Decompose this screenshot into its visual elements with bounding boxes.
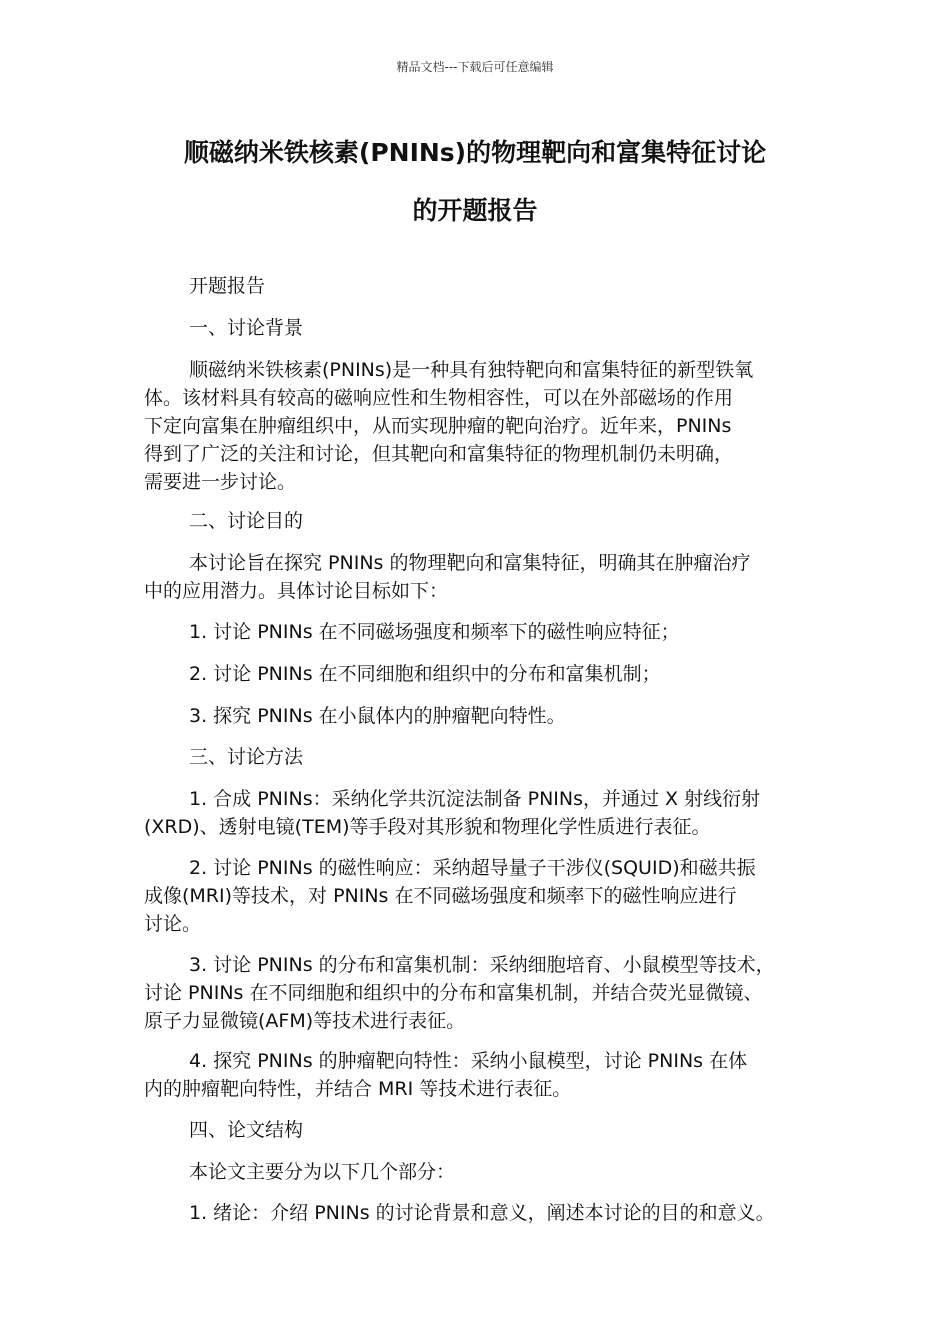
document-title-line-2: 的开题报告: [412, 196, 538, 225]
paragraph-line: 得到了广泛的关注和讨论，但其靶向和富集特征的物理机制仍未明确，: [144, 443, 734, 465]
paragraph-purpose: [144, 549, 824, 605]
paragraph-line: 中的应用潜力。具体讨论目标如下：: [144, 580, 449, 602]
paragraph-background: [144, 356, 824, 496]
document-title-line-1: 顺磁纳米铁核素(PNINs)的物理靶向和富集特征讨论: [183, 138, 767, 167]
method-item-4: [144, 1047, 824, 1103]
paragraph-structure-intro: 本论文主要分为以下几个部分：: [189, 1161, 456, 1183]
paragraph-line: 体。该材料具有较高的磁响应性和生物相容性，可以在外部磁场的作用: [144, 387, 734, 409]
paragraph-line: 3. 讨论 PNINs 的分布和富集机制：采纳细胞培育、小鼠模型等技术，: [189, 954, 775, 976]
goal-item-1: 1. 讨论 PNINs 在不同磁场强度和频率下的磁性响应特征；: [189, 621, 680, 643]
method-item-2: [144, 854, 824, 938]
paragraph-report-label: 开题报告: [189, 275, 266, 297]
section-heading-purpose: 二、讨论目的: [189, 510, 304, 532]
paragraph-line: 成像(MRI)等技术，对 PNINs 在不同磁场强度和频率下的磁性响应进行: [144, 885, 737, 907]
paragraph-line: 讨论。: [144, 913, 202, 935]
goal-item-3: 3. 探究 PNINs 在小鼠体内的肿瘤靶向特性。: [189, 705, 566, 727]
paragraph-line: 顺磁纳米铁核素(PNINs)是一种具有独特靶向和富集特征的新型铁氧: [189, 359, 754, 381]
paragraph-line: 内的肿瘤靶向特性，并结合 MRI 等技术进行表征。: [144, 1078, 572, 1100]
section-heading-background: 一、讨论背景: [189, 317, 304, 339]
paragraph-line: 本讨论旨在探究 PNINs 的物理靶向和富集特征，明确其在肿瘤治疗: [189, 552, 751, 574]
paragraph-line: 4. 探究 PNINs 的肿瘤靶向特性：采纳小鼠模型，讨论 PNINs 在体: [189, 1050, 748, 1072]
section-heading-structure: 四、论文结构: [189, 1119, 304, 1141]
section-heading-method: 三、讨论方法: [189, 746, 304, 768]
page-header: 精品文档---下载后可任意编辑: [396, 60, 554, 74]
goal-item-2: 2. 讨论 PNINs 在不同细胞和组织中的分布和富集机制；: [189, 663, 661, 685]
paragraph-line: 2. 讨论 PNINs 的磁性响应：采纳超导量子干涉仪(SQUID)和磁共振: [189, 857, 756, 879]
paragraph-line: 讨论 PNINs 在不同细胞和组织中的分布和富集机制，并结合荧光显微镜、: [144, 982, 763, 1004]
structure-item-1: 1. 绪论：介绍 PNINs 的讨论背景和意义，阐述本讨论的目的和意义。: [189, 1202, 775, 1224]
paragraph-line: 需要进一步讨论。: [144, 471, 297, 493]
paragraph-line: 1. 合成 PNINs：采纳化学共沉淀法制备 PNINs，并通过 X 射线衍射: [189, 788, 761, 810]
paragraph-line: 原子力显微镜(AFM)等技术进行表征。: [144, 1010, 466, 1032]
method-item-1: [144, 785, 824, 841]
paragraph-line: (XRD)、透射电镜(TEM)等手段对其形貌和物理化学性质进行表征。: [144, 816, 711, 838]
method-item-3: [144, 951, 824, 1035]
paragraph-line: 下定向富集在肿瘤组织中，从而实现肿瘤的靶向治疗。近年来，PNINs: [144, 415, 732, 437]
